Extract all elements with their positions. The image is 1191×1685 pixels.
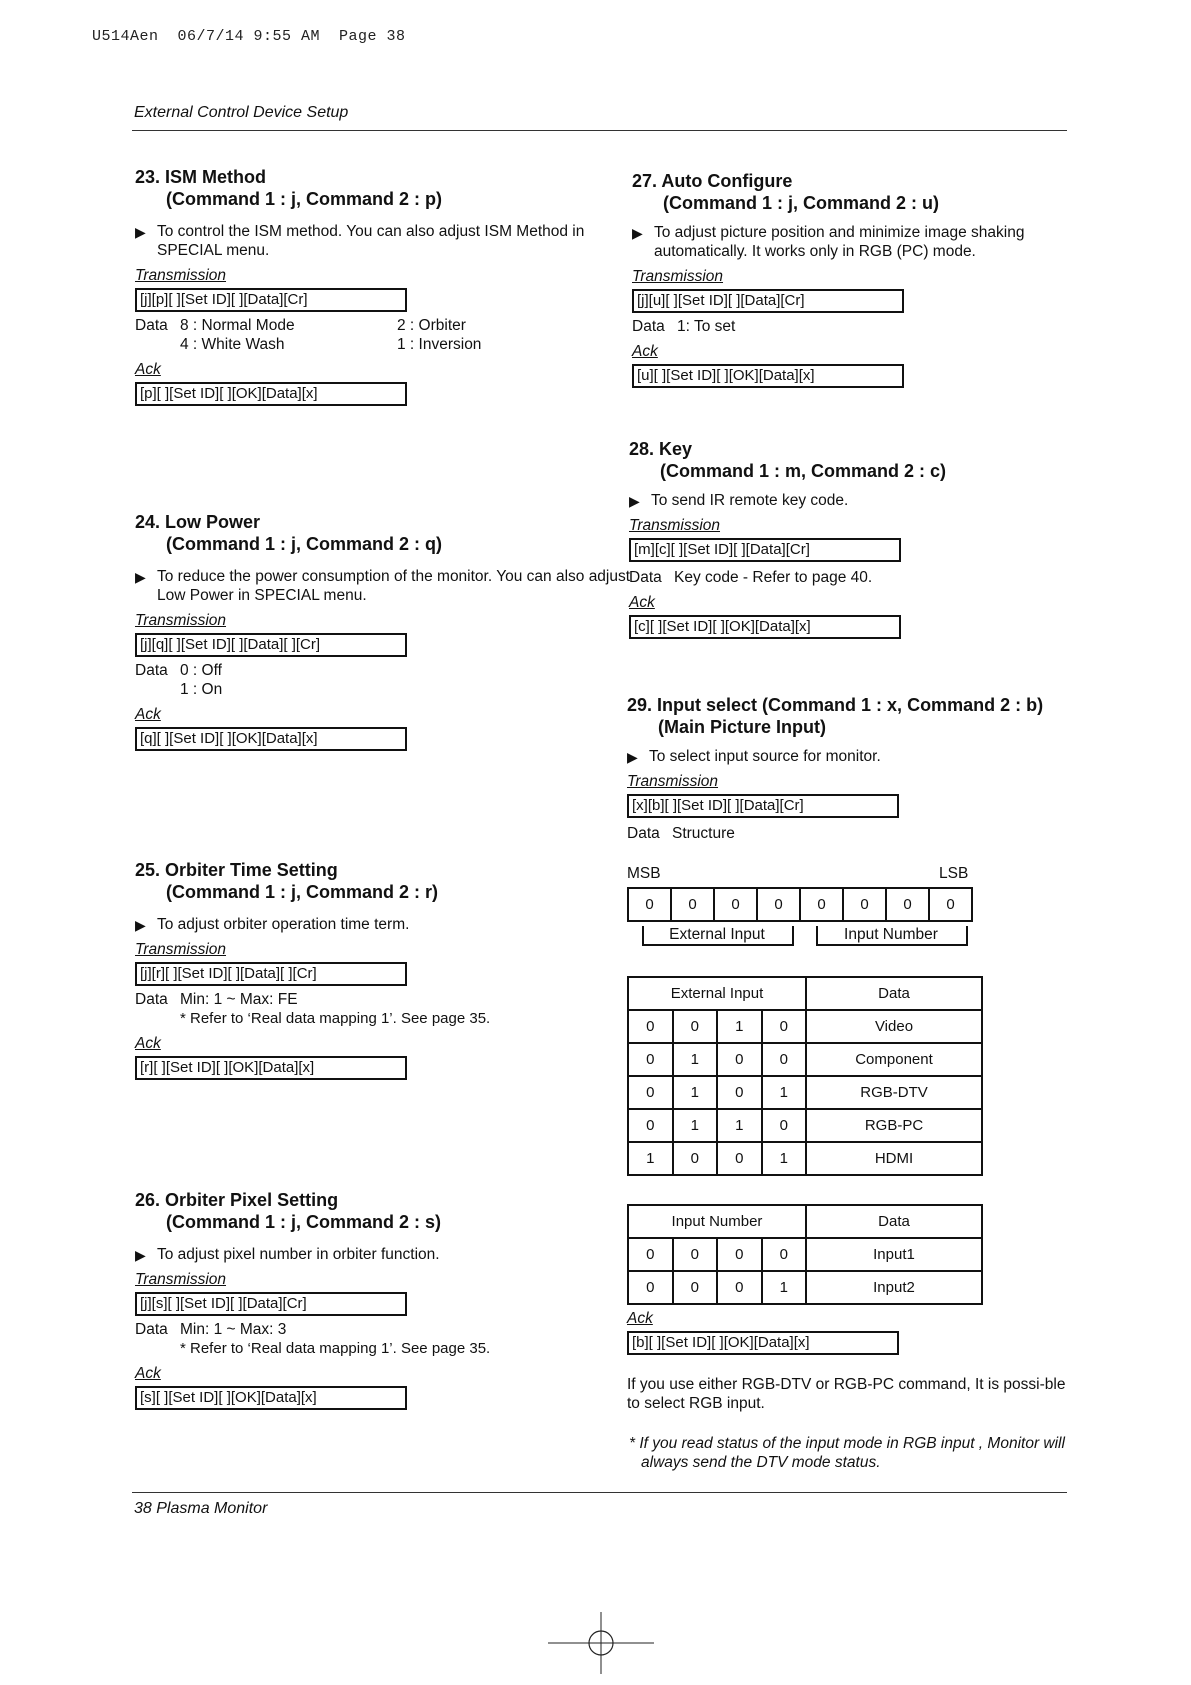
transmission-label: Transmission xyxy=(135,941,227,958)
arrow-right-icon: ▶ xyxy=(629,493,640,509)
bit-cell: 0 xyxy=(717,1142,762,1175)
data-row xyxy=(135,316,635,335)
description-text: To send IR remote key code. xyxy=(651,492,849,509)
ack-label: Ack xyxy=(135,706,161,723)
description-text: To adjust picture position and minimize image shaking automatically. It works only in RGB (PC) mode. xyxy=(654,224,1025,260)
page-footer: 38 Plasma Monitor xyxy=(134,1500,268,1517)
bit-cell: 0 xyxy=(762,1010,807,1043)
description-text: To reduce the power consumption of the monitor. You can also adjust Low Power in SPECIAL menu. xyxy=(157,568,631,604)
data-row xyxy=(135,1320,635,1339)
data-value: 1: To set xyxy=(677,318,736,335)
data-value: 1 : Inversion xyxy=(397,336,482,353)
data-value: 0 : Off xyxy=(180,662,222,679)
bit-cell: 0 xyxy=(717,1238,762,1271)
table-row xyxy=(628,1271,982,1304)
section-orbiter-time xyxy=(135,859,635,1080)
table-header-cell: Data xyxy=(806,1205,982,1238)
data-label: Data xyxy=(135,991,168,1008)
table-header-cell: Input Number xyxy=(628,1205,806,1238)
data-row xyxy=(627,824,1077,843)
transmission-label: Transmission xyxy=(135,612,227,629)
transmission-label: Transmission xyxy=(135,267,227,284)
data-cell: Component xyxy=(806,1043,982,1076)
transmission-format: [j][r][ ][Set ID][ ][Data][ ][Cr] xyxy=(135,962,407,986)
transmission-label: Transmission xyxy=(632,268,724,285)
arrow-right-icon: ▶ xyxy=(135,917,146,933)
description-text: To adjust orbiter operation time term. xyxy=(157,916,410,933)
arrow-right-icon: ▶ xyxy=(135,569,146,585)
bit-cell: 1 xyxy=(717,1109,762,1142)
table-header-row xyxy=(628,1205,982,1238)
bit-cell: 0 xyxy=(800,888,843,921)
data-row xyxy=(135,680,635,699)
bit-cell: 0 xyxy=(717,1271,762,1304)
mapping-note: * Refer to ‘Real data mapping 1’. See page 35. xyxy=(180,1340,491,1357)
footer-rule xyxy=(132,1492,1067,1493)
transmission-label: Transmission xyxy=(627,773,719,790)
data-row xyxy=(629,568,1069,587)
transmission-format: [j][s][ ][Set ID][ ][Data][Cr] xyxy=(135,1292,407,1316)
bit-cell: 1 xyxy=(673,1109,718,1142)
description-text: To select input source for monitor. xyxy=(649,748,881,765)
ack-label: Ack xyxy=(135,1365,161,1382)
arrow-right-icon: ▶ xyxy=(135,1247,146,1263)
arrow-right-icon: ▶ xyxy=(632,225,643,241)
section-description xyxy=(135,915,635,934)
mapping-note: * Refer to ‘Real data mapping 1’. See page 35. xyxy=(180,1010,491,1027)
table-row xyxy=(628,1010,982,1043)
print-slug: U514Aen 06/7/14 9:55 AM Page 38 xyxy=(92,28,406,45)
input-number-table xyxy=(627,1204,983,1305)
section-title: 25. Orbiter Time Setting xyxy=(135,860,338,880)
section-command: (Command 1 : j, Command 2 : s) xyxy=(166,1212,442,1232)
section-title: 23. ISM Method xyxy=(135,167,267,187)
external-input-table xyxy=(627,976,983,1176)
bit-cell: 1 xyxy=(762,1142,807,1175)
transmission-format: [x][b][ ][Set ID][ ][Data][Cr] xyxy=(627,794,899,818)
data-row xyxy=(632,317,1072,336)
bit-cell: 0 xyxy=(717,1043,762,1076)
section-description xyxy=(135,567,635,605)
bit-cell: 0 xyxy=(628,1271,673,1304)
section-title: 27. Auto Configure xyxy=(632,171,793,191)
bit-cell: 0 xyxy=(628,888,671,921)
data-label: Data xyxy=(135,1321,168,1338)
bit-cell: 0 xyxy=(628,1238,673,1271)
section-description xyxy=(627,747,1077,766)
bit-cell: 0 xyxy=(628,1109,673,1142)
data-value: Structure xyxy=(672,825,735,842)
bit-cell: 1 xyxy=(673,1043,718,1076)
section-low-power xyxy=(135,511,635,751)
data-cell: RGB-DTV xyxy=(806,1076,982,1109)
dtv-status-note: * If you read status of the input mode in RGB input , Monitor will always send the DTV mode status. xyxy=(629,1435,1065,1471)
msb-label: MSB xyxy=(627,865,661,882)
bit-cell: 1 xyxy=(717,1010,762,1043)
data-value: Key code - Refer to page 40. xyxy=(674,569,873,586)
bit-cell: 0 xyxy=(628,1076,673,1109)
ack-format: [q][ ][Set ID][ ][OK][Data][x] xyxy=(135,727,407,751)
section-orbiter-pixel xyxy=(135,1189,635,1410)
ack-format: [b][ ][Set ID][ ][OK][Data][x] xyxy=(627,1331,899,1355)
description-text: To control the ISM method. You can also adjust ISM Method in SPECIAL menu. xyxy=(157,223,585,259)
section-description xyxy=(632,223,1072,261)
data-value: 4 : White Wash xyxy=(180,336,285,353)
table-row xyxy=(628,1043,982,1076)
table-row xyxy=(628,1076,982,1109)
data-value: Min: 1 ~ Max: FE xyxy=(180,991,298,1008)
bit-cell: 1 xyxy=(673,1076,718,1109)
arrow-right-icon: ▶ xyxy=(135,224,146,240)
data-cell: HDMI xyxy=(806,1142,982,1175)
section-description xyxy=(629,491,1069,510)
data-cell: RGB-PC xyxy=(806,1109,982,1142)
section-command: (Command 1 : j, Command 2 : r) xyxy=(166,882,439,902)
ack-format: [r][ ][Set ID][ ][OK][Data][x] xyxy=(135,1056,407,1080)
section-input-select xyxy=(627,694,1077,843)
input-number-bracket-label: Input Number xyxy=(822,925,960,944)
running-head: External Control Device Setup xyxy=(134,104,349,121)
ack-format: [c][ ][Set ID][ ][OK][Data][x] xyxy=(629,615,901,639)
external-input-bracket-label: External Input xyxy=(648,925,786,944)
transmission-format: [j][p][ ][Set ID][ ][Data][Cr] xyxy=(135,288,407,312)
data-value: Min: 1 ~ Max: 3 xyxy=(180,1321,287,1338)
lsb-label: LSB xyxy=(939,865,969,882)
header-rule xyxy=(132,130,1067,131)
table-header-cell: Data xyxy=(806,977,982,1010)
section-title: 28. Key xyxy=(629,439,693,459)
data-label: Data xyxy=(135,662,168,679)
bit-row xyxy=(628,888,972,921)
transmission-format: [j][u][ ][Set ID][ ][Data][Cr] xyxy=(632,289,904,313)
bit-cell: 0 xyxy=(717,1076,762,1109)
data-label: Data xyxy=(629,569,662,586)
section-command: (Command 1 : j, Command 2 : u) xyxy=(663,193,940,213)
section-title: 24. Low Power xyxy=(135,512,261,532)
data-label: Data xyxy=(632,318,665,335)
table-row xyxy=(628,1238,982,1271)
bit-cell: 0 xyxy=(929,888,972,921)
ack-format: [p][ ][Set ID][ ][OK][Data][x] xyxy=(135,382,407,406)
data-row xyxy=(135,335,635,354)
ack-format: [s][ ][Set ID][ ][OK][Data][x] xyxy=(135,1386,407,1410)
section-title: 29. Input select (Command 1 : x, Command 2 : b) xyxy=(627,695,1044,715)
description-text: To adjust pixel number in orbiter function. xyxy=(157,1246,440,1263)
ack-label: Ack xyxy=(135,1035,161,1052)
ack-label: Ack xyxy=(629,594,655,611)
rgb-note: If you use either RGB-DTV or RGB-PC command, It is possi-ble to select RGB input. xyxy=(627,1376,1066,1412)
ack-format: [u][ ][Set ID][ ][OK][Data][x] xyxy=(632,364,904,388)
table-row xyxy=(628,1142,982,1175)
section-command: (Command 1 : m, Command 2 : c) xyxy=(660,461,947,481)
section-command: (Command 1 : j, Command 2 : q) xyxy=(166,534,443,554)
data-cell: Input2 xyxy=(806,1271,982,1304)
data-value: 2 : Orbiter xyxy=(397,317,466,334)
table-header-cell: External Input xyxy=(628,977,806,1010)
bit-cell: 0 xyxy=(843,888,886,921)
arrow-right-icon: ▶ xyxy=(627,749,638,765)
bit-cell: 0 xyxy=(671,888,714,921)
table-row xyxy=(628,1109,982,1142)
registration-mark-icon xyxy=(548,1612,654,1674)
data-row xyxy=(135,661,635,680)
bit-structure-table xyxy=(627,887,973,922)
section-key xyxy=(629,438,1069,639)
transmission-format: [j][q][ ][Set ID][ ][Data][ ][Cr] xyxy=(135,633,407,657)
data-label: Data xyxy=(627,825,660,842)
data-row xyxy=(135,990,635,1009)
table-header-row xyxy=(628,977,982,1010)
data-value: 1 : On xyxy=(180,681,223,698)
transmission-label: Transmission xyxy=(629,517,721,534)
bit-cell: 0 xyxy=(628,1043,673,1076)
section-description xyxy=(135,1245,635,1264)
bit-cell: 0 xyxy=(673,1010,718,1043)
bit-cell: 0 xyxy=(714,888,757,921)
section-description xyxy=(135,222,635,260)
section-command: (Main Picture Input) xyxy=(658,717,826,737)
section-title: 26. Orbiter Pixel Setting xyxy=(135,1190,339,1210)
section-ism-method xyxy=(135,166,635,406)
bit-cell: 1 xyxy=(628,1142,673,1175)
data-value: 8 : Normal Mode xyxy=(180,317,295,334)
bit-cell: 0 xyxy=(673,1142,718,1175)
bit-cell: 1 xyxy=(762,1271,807,1304)
bit-cell: 0 xyxy=(762,1238,807,1271)
bit-cell: 0 xyxy=(762,1043,807,1076)
ack-label: Ack xyxy=(632,343,658,360)
data-cell: Video xyxy=(806,1010,982,1043)
bit-cell: 0 xyxy=(757,888,800,921)
bit-cell: 0 xyxy=(628,1010,673,1043)
bit-cell: 0 xyxy=(673,1271,718,1304)
bit-cell: 0 xyxy=(673,1238,718,1271)
bit-cell: 1 xyxy=(762,1076,807,1109)
section-command: (Command 1 : j, Command 2 : p) xyxy=(166,189,443,209)
ack-label: Ack xyxy=(135,361,161,378)
bit-cell: 0 xyxy=(886,888,929,921)
section-auto-configure xyxy=(632,170,1072,388)
bit-cell: 0 xyxy=(762,1109,807,1142)
ack-label: Ack xyxy=(627,1310,653,1327)
input-select-ack xyxy=(627,1310,1077,1355)
data-cell: Input1 xyxy=(806,1238,982,1271)
transmission-format: [m][c][ ][Set ID][ ][Data][Cr] xyxy=(629,538,901,562)
transmission-label: Transmission xyxy=(135,1271,227,1288)
data-label: Data xyxy=(135,317,168,334)
